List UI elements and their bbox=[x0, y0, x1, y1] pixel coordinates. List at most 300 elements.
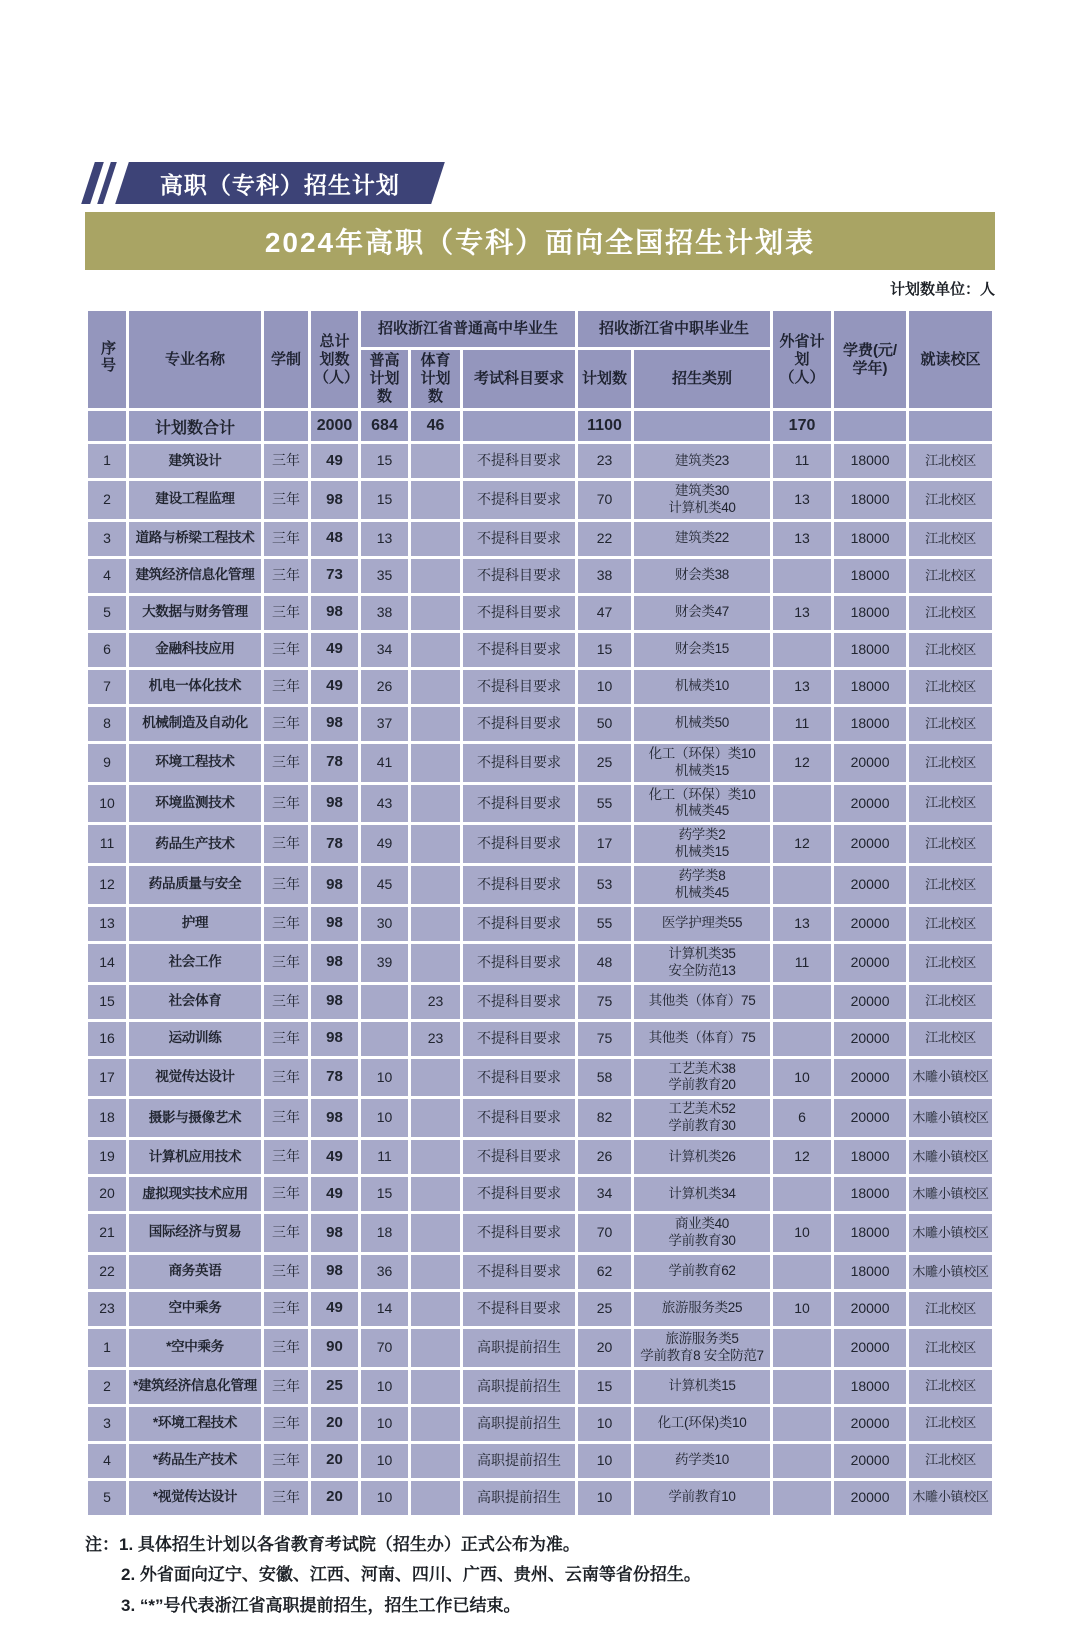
cell-exam_req: 不提科目要求 bbox=[463, 1214, 575, 1252]
cell-campus: 江北校区 bbox=[909, 559, 992, 593]
cell-waisheng_plan bbox=[773, 1255, 831, 1289]
cell-total: 98 bbox=[311, 866, 358, 904]
summary-waisheng: 170 bbox=[773, 411, 831, 441]
cell-pugao_plan: 10 bbox=[361, 1444, 408, 1478]
cell-major: 运动训练 bbox=[129, 1022, 261, 1056]
cell-major: 虚拟现实技术应用 bbox=[129, 1177, 261, 1211]
summary-pugao: 684 bbox=[361, 411, 408, 441]
cell-campus: 江北校区 bbox=[909, 1292, 992, 1326]
table-row bbox=[88, 522, 992, 556]
cell-total: 98 bbox=[311, 481, 358, 519]
cell-pugao_plan bbox=[361, 985, 408, 1019]
table-row bbox=[88, 866, 992, 904]
cell-waisheng_plan: 12 bbox=[773, 1140, 831, 1174]
cell-tuition: 18000 bbox=[834, 1140, 906, 1174]
cell-major: *空中乘务 bbox=[129, 1329, 261, 1367]
header-tiyu-plan: 体育计划数 bbox=[411, 350, 460, 408]
cell-tiyu_plan bbox=[411, 444, 460, 478]
cell-tuition: 18000 bbox=[834, 1370, 906, 1404]
cell-duration: 三年 bbox=[264, 1481, 308, 1515]
cell-exam_req: 不提科目要求 bbox=[463, 907, 575, 941]
cell-pugao_plan: 15 bbox=[361, 481, 408, 519]
cell-zhongzhi_plan: 70 bbox=[578, 481, 631, 519]
cell-seq: 23 bbox=[88, 1292, 126, 1326]
cell-tiyu_plan bbox=[411, 633, 460, 667]
cell-zhongzhi_plan: 17 bbox=[578, 825, 631, 863]
cell-category: 机械类10 bbox=[634, 670, 770, 704]
cell-total: 49 bbox=[311, 1292, 358, 1326]
cell-campus: 江北校区 bbox=[909, 825, 992, 863]
cell-zhongzhi_plan: 70 bbox=[578, 1214, 631, 1252]
cell-category: 旅游服务类5 学前教育8 安全防范7 bbox=[634, 1329, 770, 1367]
cell-zhongzhi_plan: 55 bbox=[578, 907, 631, 941]
cell-category: 学前教育10 bbox=[634, 1481, 770, 1515]
summary-exam bbox=[463, 411, 575, 441]
cell-duration: 三年 bbox=[264, 444, 308, 478]
cell-category: 其他类（体育）75 bbox=[634, 1022, 770, 1056]
cell-pugao_plan: 41 bbox=[361, 744, 408, 782]
cell-pugao_plan: 10 bbox=[361, 1370, 408, 1404]
cell-campus: 江北校区 bbox=[909, 985, 992, 1019]
cell-campus: 江北校区 bbox=[909, 481, 992, 519]
cell-total: 48 bbox=[311, 522, 358, 556]
cell-duration: 三年 bbox=[264, 1099, 308, 1137]
cell-waisheng_plan: 10 bbox=[773, 1214, 831, 1252]
cell-pugao_plan: 43 bbox=[361, 785, 408, 823]
cell-zhongzhi_plan: 23 bbox=[578, 444, 631, 478]
cell-tiyu_plan bbox=[411, 1177, 460, 1211]
cell-waisheng_plan: 11 bbox=[773, 444, 831, 478]
section-badge bbox=[115, 162, 445, 204]
cell-duration: 三年 bbox=[264, 744, 308, 782]
cell-tuition: 18000 bbox=[834, 444, 906, 478]
cell-major: 大数据与财务管理 bbox=[129, 596, 261, 630]
cell-total: 98 bbox=[311, 785, 358, 823]
table-row bbox=[88, 1292, 992, 1326]
cell-total: 49 bbox=[311, 670, 358, 704]
cell-exam_req: 不提科目要求 bbox=[463, 707, 575, 741]
cell-tuition: 20000 bbox=[834, 1329, 906, 1367]
cell-waisheng_plan: 12 bbox=[773, 825, 831, 863]
cell-waisheng_plan bbox=[773, 633, 831, 667]
footnote-line bbox=[85, 1560, 995, 1591]
header-total: 总计划数（人） bbox=[311, 311, 358, 408]
cell-tuition: 20000 bbox=[834, 1407, 906, 1441]
table-row bbox=[88, 1407, 992, 1441]
cell-zhongzhi_plan: 48 bbox=[578, 944, 631, 982]
cell-total: 98 bbox=[311, 707, 358, 741]
table-row bbox=[88, 825, 992, 863]
cell-exam_req: 不提科目要求 bbox=[463, 670, 575, 704]
table-row bbox=[88, 1329, 992, 1367]
cell-duration: 三年 bbox=[264, 1059, 308, 1097]
section-badge-label: 高职（专科）招生计划 bbox=[160, 171, 400, 198]
cell-campus: 江北校区 bbox=[909, 522, 992, 556]
table-row bbox=[88, 1059, 992, 1097]
cell-zhongzhi_plan: 47 bbox=[578, 596, 631, 630]
cell-major: *建筑经济信息化管理 bbox=[129, 1370, 261, 1404]
cell-zhongzhi_plan: 38 bbox=[578, 559, 631, 593]
cell-exam_req: 高职提前招生 bbox=[463, 1444, 575, 1478]
cell-tuition: 20000 bbox=[834, 1099, 906, 1137]
cell-waisheng_plan: 11 bbox=[773, 944, 831, 982]
cell-tuition: 20000 bbox=[834, 985, 906, 1019]
cell-category: 商业类40 学前教育30 bbox=[634, 1214, 770, 1252]
cell-zhongzhi_plan: 10 bbox=[578, 1407, 631, 1441]
cell-seq: 5 bbox=[88, 596, 126, 630]
cell-exam_req: 不提科目要求 bbox=[463, 1140, 575, 1174]
cell-tiyu_plan bbox=[411, 1407, 460, 1441]
page-title: 2024年高职（专科）面向全国招生计划表 bbox=[264, 227, 816, 258]
enrollment-plan-table bbox=[85, 308, 995, 1518]
cell-total: 49 bbox=[311, 1140, 358, 1174]
cell-seq: 14 bbox=[88, 944, 126, 982]
cell-duration: 三年 bbox=[264, 907, 308, 941]
cell-duration: 三年 bbox=[264, 1022, 308, 1056]
cell-seq: 3 bbox=[88, 1407, 126, 1441]
cell-duration: 三年 bbox=[264, 1140, 308, 1174]
cell-duration: 三年 bbox=[264, 785, 308, 823]
footnote-text: 3. “*”号代表浙江省高职提前招生，招生工作已结束。 bbox=[121, 1595, 521, 1615]
cell-seq: 15 bbox=[88, 985, 126, 1019]
cell-major: 视觉传达设计 bbox=[129, 1059, 261, 1097]
cell-tuition: 20000 bbox=[834, 907, 906, 941]
cell-tiyu_plan bbox=[411, 907, 460, 941]
cell-total: 98 bbox=[311, 985, 358, 1019]
cell-waisheng_plan bbox=[773, 1407, 831, 1441]
cell-major: 建筑设计 bbox=[129, 444, 261, 478]
cell-waisheng_plan: 10 bbox=[773, 1292, 831, 1326]
cell-category: 机械类50 bbox=[634, 707, 770, 741]
cell-tuition: 20000 bbox=[834, 1022, 906, 1056]
cell-campus: 江北校区 bbox=[909, 596, 992, 630]
table-row bbox=[88, 1255, 992, 1289]
cell-tuition: 18000 bbox=[834, 596, 906, 630]
cell-tiyu_plan bbox=[411, 522, 460, 556]
cell-waisheng_plan bbox=[773, 559, 831, 593]
cell-zhongzhi_plan: 10 bbox=[578, 1481, 631, 1515]
cell-category: 计算机类35 安全防范13 bbox=[634, 944, 770, 982]
cell-duration: 三年 bbox=[264, 1214, 308, 1252]
cell-exam_req: 不提科目要求 bbox=[463, 1099, 575, 1137]
cell-category: 建筑类23 bbox=[634, 444, 770, 478]
table-row bbox=[88, 785, 992, 823]
cell-exam_req: 不提科目要求 bbox=[463, 596, 575, 630]
cell-campus: 江北校区 bbox=[909, 444, 992, 478]
footnote-text: 2. 外省面向辽宁、安徽、江西、河南、四川、广西、贵州、云南等省份招生。 bbox=[121, 1565, 701, 1585]
cell-duration: 三年 bbox=[264, 707, 308, 741]
cell-tiyu_plan bbox=[411, 944, 460, 982]
cell-campus: 木雕小镇校区 bbox=[909, 1214, 992, 1252]
cell-zhongzhi_plan: 10 bbox=[578, 1444, 631, 1478]
header-seq: 序号 bbox=[88, 311, 126, 408]
cell-campus: 江北校区 bbox=[909, 907, 992, 941]
cell-campus: 江北校区 bbox=[909, 866, 992, 904]
cell-zhongzhi_plan: 10 bbox=[578, 670, 631, 704]
cell-tiyu_plan bbox=[411, 1329, 460, 1367]
cell-seq: 12 bbox=[88, 866, 126, 904]
cell-zhongzhi_plan: 50 bbox=[578, 707, 631, 741]
cell-tuition: 18000 bbox=[834, 559, 906, 593]
cell-duration: 三年 bbox=[264, 481, 308, 519]
footnote-line bbox=[85, 1530, 995, 1561]
cell-total: 73 bbox=[311, 559, 358, 593]
cell-category: 旅游服务类25 bbox=[634, 1292, 770, 1326]
cell-total: 90 bbox=[311, 1329, 358, 1367]
cell-tiyu_plan: 23 bbox=[411, 985, 460, 1019]
header-category: 招生类别 bbox=[634, 350, 770, 408]
cell-duration: 三年 bbox=[264, 596, 308, 630]
cell-category: 计算机类26 bbox=[634, 1140, 770, 1174]
summary-campus bbox=[909, 411, 992, 441]
cell-major: 金融科技应用 bbox=[129, 633, 261, 667]
cell-pugao_plan: 13 bbox=[361, 522, 408, 556]
table-row bbox=[88, 596, 992, 630]
cell-seq: 21 bbox=[88, 1214, 126, 1252]
footnote-prefix: 注： bbox=[85, 1534, 119, 1554]
cell-tiyu_plan bbox=[411, 1481, 460, 1515]
cell-exam_req: 不提科目要求 bbox=[463, 744, 575, 782]
cell-tiyu_plan bbox=[411, 559, 460, 593]
cell-zhongzhi_plan: 20 bbox=[578, 1329, 631, 1367]
cell-campus: 江北校区 bbox=[909, 744, 992, 782]
cell-tuition: 18000 bbox=[834, 1214, 906, 1252]
cell-major: 机械制造及自动化 bbox=[129, 707, 261, 741]
cell-total: 20 bbox=[311, 1444, 358, 1478]
summary-row bbox=[88, 411, 992, 441]
cell-pugao_plan: 37 bbox=[361, 707, 408, 741]
cell-waisheng_plan bbox=[773, 866, 831, 904]
cell-duration: 三年 bbox=[264, 670, 308, 704]
cell-tuition: 18000 bbox=[834, 481, 906, 519]
cell-major: 商务英语 bbox=[129, 1255, 261, 1289]
cell-category: 化工(环保)类10 bbox=[634, 1407, 770, 1441]
cell-total: 98 bbox=[311, 1255, 358, 1289]
cell-duration: 三年 bbox=[264, 1444, 308, 1478]
table-row bbox=[88, 481, 992, 519]
cell-zhongzhi_plan: 25 bbox=[578, 744, 631, 782]
cell-total: 78 bbox=[311, 825, 358, 863]
cell-waisheng_plan: 12 bbox=[773, 744, 831, 782]
cell-tiyu_plan bbox=[411, 744, 460, 782]
cell-campus: 江北校区 bbox=[909, 707, 992, 741]
cell-exam_req: 高职提前招生 bbox=[463, 1481, 575, 1515]
cell-waisheng_plan bbox=[773, 1444, 831, 1478]
cell-category: 财会类15 bbox=[634, 633, 770, 667]
cell-category: 学前教育62 bbox=[634, 1255, 770, 1289]
cell-pugao_plan: 35 bbox=[361, 559, 408, 593]
footnote-text: 1. 具体招生计划以各省教育考试院（招生办）正式公布为准。 bbox=[119, 1534, 580, 1554]
cell-pugao_plan: 10 bbox=[361, 1481, 408, 1515]
cell-zhongzhi_plan: 55 bbox=[578, 785, 631, 823]
summary-tiyu: 46 bbox=[411, 411, 460, 441]
cell-major: 机电一体化技术 bbox=[129, 670, 261, 704]
table-row bbox=[88, 1481, 992, 1515]
table-row bbox=[88, 944, 992, 982]
cell-pugao_plan: 49 bbox=[361, 825, 408, 863]
cell-campus: 木雕小镇校区 bbox=[909, 1059, 992, 1097]
summary-zhongzhi: 1100 bbox=[578, 411, 631, 441]
cell-tiyu_plan bbox=[411, 785, 460, 823]
cell-duration: 三年 bbox=[264, 1407, 308, 1441]
cell-duration: 三年 bbox=[264, 985, 308, 1019]
header-tuition: 学费(元/学年) bbox=[834, 311, 906, 408]
cell-zhongzhi_plan: 15 bbox=[578, 633, 631, 667]
cell-category: 化工（环保）类10 机械类15 bbox=[634, 744, 770, 782]
cell-tiyu_plan: 23 bbox=[411, 1022, 460, 1056]
cell-category: 其他类（体育）75 bbox=[634, 985, 770, 1019]
cell-zhongzhi_plan: 62 bbox=[578, 1255, 631, 1289]
cell-tuition: 18000 bbox=[834, 707, 906, 741]
cell-total: 20 bbox=[311, 1481, 358, 1515]
table-body bbox=[88, 444, 992, 1515]
cell-campus: 木雕小镇校区 bbox=[909, 1177, 992, 1211]
cell-major: 社会体育 bbox=[129, 985, 261, 1019]
cell-category: 计算机类15 bbox=[634, 1370, 770, 1404]
cell-seq: 1 bbox=[88, 444, 126, 478]
cell-category: 财会类47 bbox=[634, 596, 770, 630]
cell-tuition: 18000 bbox=[834, 1255, 906, 1289]
cell-tiyu_plan bbox=[411, 481, 460, 519]
cell-waisheng_plan bbox=[773, 1329, 831, 1367]
cell-seq: 5 bbox=[88, 1481, 126, 1515]
cell-category: 财会类38 bbox=[634, 559, 770, 593]
cell-zhongzhi_plan: 75 bbox=[578, 1022, 631, 1056]
cell-campus: 江北校区 bbox=[909, 944, 992, 982]
cell-major: 社会工作 bbox=[129, 944, 261, 982]
cell-zhongzhi_plan: 25 bbox=[578, 1292, 631, 1326]
cell-waisheng_plan bbox=[773, 785, 831, 823]
cell-exam_req: 不提科目要求 bbox=[463, 559, 575, 593]
cell-category: 医学护理类55 bbox=[634, 907, 770, 941]
header-waisheng: 外省计划（人） bbox=[773, 311, 831, 408]
table-row bbox=[88, 444, 992, 478]
cell-seq: 8 bbox=[88, 707, 126, 741]
cell-pugao_plan: 70 bbox=[361, 1329, 408, 1367]
header-group-pugao: 招收浙江省普通高中毕业生 bbox=[361, 311, 575, 347]
cell-pugao_plan: 15 bbox=[361, 444, 408, 478]
cell-tuition: 20000 bbox=[834, 744, 906, 782]
cell-duration: 三年 bbox=[264, 1329, 308, 1367]
cell-zhongzhi_plan: 53 bbox=[578, 866, 631, 904]
cell-duration: 三年 bbox=[264, 1177, 308, 1211]
cell-zhongzhi_plan: 15 bbox=[578, 1370, 631, 1404]
table-row bbox=[88, 1177, 992, 1211]
cell-seq: 2 bbox=[88, 481, 126, 519]
header-duration: 学制 bbox=[264, 311, 308, 408]
cell-pugao_plan: 36 bbox=[361, 1255, 408, 1289]
cell-seq: 11 bbox=[88, 825, 126, 863]
cell-category: 药学类2 机械类15 bbox=[634, 825, 770, 863]
cell-waisheng_plan: 13 bbox=[773, 596, 831, 630]
cell-exam_req: 不提科目要求 bbox=[463, 825, 575, 863]
cell-tiyu_plan bbox=[411, 707, 460, 741]
cell-exam_req: 高职提前招生 bbox=[463, 1407, 575, 1441]
cell-pugao_plan bbox=[361, 1022, 408, 1056]
cell-category: 药学类8 机械类45 bbox=[634, 866, 770, 904]
cell-tuition: 20000 bbox=[834, 1292, 906, 1326]
cell-exam_req: 不提科目要求 bbox=[463, 866, 575, 904]
cell-zhongzhi_plan: 58 bbox=[578, 1059, 631, 1097]
cell-waisheng_plan bbox=[773, 1022, 831, 1056]
cell-tiyu_plan bbox=[411, 866, 460, 904]
cell-exam_req: 不提科目要求 bbox=[463, 985, 575, 1019]
cell-major: 药品生产技术 bbox=[129, 825, 261, 863]
cell-pugao_plan: 10 bbox=[361, 1407, 408, 1441]
cell-category: 建筑类30 计算机类40 bbox=[634, 481, 770, 519]
cell-campus: 江北校区 bbox=[909, 670, 992, 704]
cell-campus: 木雕小镇校区 bbox=[909, 1255, 992, 1289]
cell-campus: 木雕小镇校区 bbox=[909, 1481, 992, 1515]
cell-campus: 江北校区 bbox=[909, 1444, 992, 1478]
cell-exam_req: 高职提前招生 bbox=[463, 1329, 575, 1367]
cell-pugao_plan: 10 bbox=[361, 1059, 408, 1097]
cell-category: 工艺美术38 学前教育20 bbox=[634, 1059, 770, 1097]
cell-total: 49 bbox=[311, 633, 358, 667]
cell-waisheng_plan bbox=[773, 985, 831, 1019]
cell-major: 空中乘务 bbox=[129, 1292, 261, 1326]
summary-seq bbox=[88, 411, 126, 441]
cell-duration: 三年 bbox=[264, 944, 308, 982]
summary-total: 2000 bbox=[311, 411, 358, 441]
cell-major: 护理 bbox=[129, 907, 261, 941]
summary-duration bbox=[264, 411, 308, 441]
title-bar bbox=[85, 212, 995, 270]
cell-major: 计算机应用技术 bbox=[129, 1140, 261, 1174]
cell-major: 药品质量与安全 bbox=[129, 866, 261, 904]
cell-tiyu_plan bbox=[411, 1099, 460, 1137]
cell-waisheng_plan: 11 bbox=[773, 707, 831, 741]
summary-tuition bbox=[834, 411, 906, 441]
cell-seq: 20 bbox=[88, 1177, 126, 1211]
cell-major: 建筑经济信息化管理 bbox=[129, 559, 261, 593]
cell-exam_req: 不提科目要求 bbox=[463, 1292, 575, 1326]
cell-seq: 17 bbox=[88, 1059, 126, 1097]
cell-total: 20 bbox=[311, 1407, 358, 1441]
cell-waisheng_plan: 10 bbox=[773, 1059, 831, 1097]
cell-major: *视觉传达设计 bbox=[129, 1481, 261, 1515]
cell-duration: 三年 bbox=[264, 1292, 308, 1326]
cell-pugao_plan: 30 bbox=[361, 907, 408, 941]
cell-exam_req: 高职提前招生 bbox=[463, 1370, 575, 1404]
table-row bbox=[88, 1099, 992, 1137]
cell-tuition: 20000 bbox=[834, 1059, 906, 1097]
header-exam-req: 考试科目要求 bbox=[463, 350, 575, 408]
cell-total: 78 bbox=[311, 744, 358, 782]
cell-seq: 7 bbox=[88, 670, 126, 704]
cell-seq: 9 bbox=[88, 744, 126, 782]
header-zhongzhi-plan: 计划数 bbox=[578, 350, 631, 408]
cell-campus: 江北校区 bbox=[909, 633, 992, 667]
cell-pugao_plan: 18 bbox=[361, 1214, 408, 1252]
cell-seq: 22 bbox=[88, 1255, 126, 1289]
cell-campus: 江北校区 bbox=[909, 1329, 992, 1367]
cell-total: 98 bbox=[311, 944, 358, 982]
cell-exam_req: 不提科目要求 bbox=[463, 1255, 575, 1289]
cell-tiyu_plan bbox=[411, 670, 460, 704]
cell-campus: 木雕小镇校区 bbox=[909, 1099, 992, 1137]
cell-tiyu_plan bbox=[411, 1444, 460, 1478]
cell-waisheng_plan: 13 bbox=[773, 481, 831, 519]
cell-duration: 三年 bbox=[264, 1255, 308, 1289]
summary-category bbox=[634, 411, 770, 441]
cell-waisheng_plan bbox=[773, 1370, 831, 1404]
cell-tiyu_plan bbox=[411, 1370, 460, 1404]
cell-seq: 6 bbox=[88, 633, 126, 667]
table-row bbox=[88, 633, 992, 667]
cell-total: 98 bbox=[311, 1099, 358, 1137]
cell-pugao_plan: 45 bbox=[361, 866, 408, 904]
